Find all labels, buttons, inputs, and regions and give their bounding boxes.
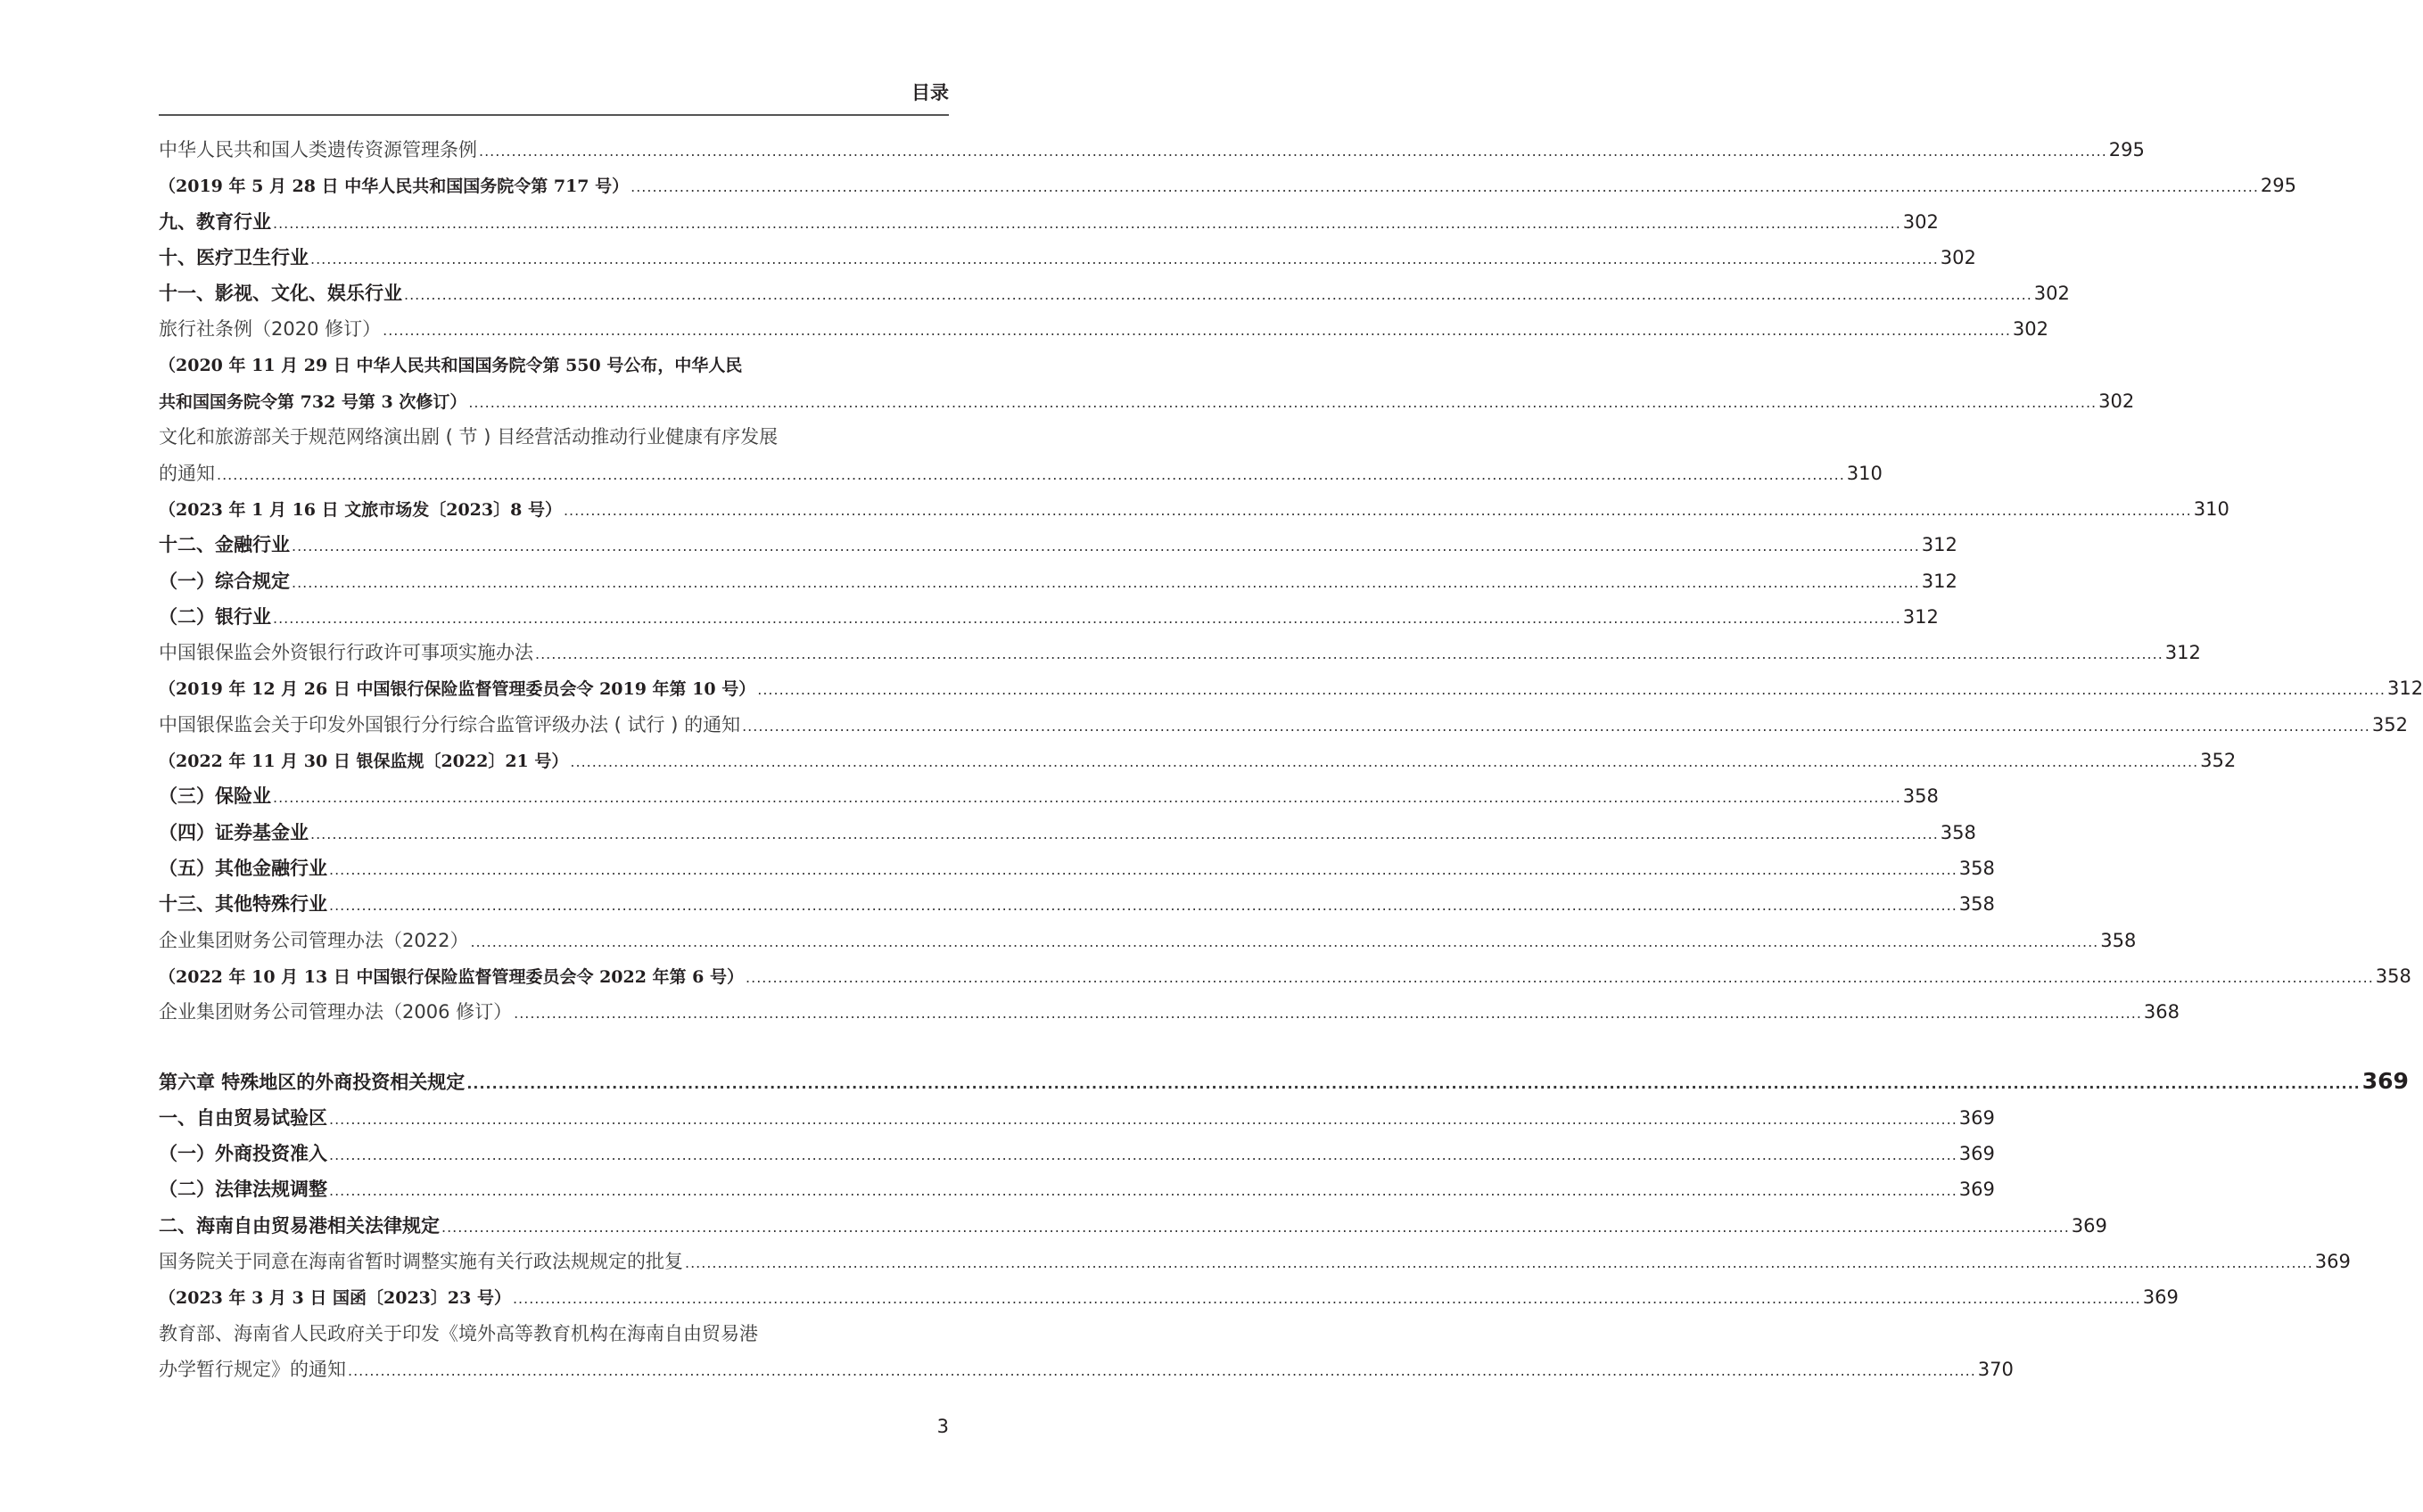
toc-entry-title: （二）银行业 [159, 605, 271, 628]
toc-entry [159, 1279, 2179, 1315]
dot-leader: ............................................................................................................................................................................................................................................................................................................ [348, 1361, 1976, 1379]
toc-entry-title: （四）证券基金业 [159, 821, 309, 843]
dot-leader: ............................................................................................................................................................................................................................................................................................................ [742, 717, 2370, 735]
toc-entry [159, 168, 2296, 203]
toc-entry-page: 312 [1902, 605, 1939, 628]
toc-entry-title: 中华人民共和国人类遗传资源管理条例 [159, 139, 477, 160]
toc-entry-page: 352 [2371, 713, 2408, 735]
dot-leader: ............................................................................................................................................................................................................................................................................................................ [310, 250, 1939, 267]
dot-leader: ............................................................................................................................................................................................................................................................................................................ [329, 1110, 1957, 1128]
dot-leader: ............................................................................................................................................................................................................................................................................................................ [466, 1075, 2361, 1093]
toc-entry-title: （一）综合规定 [159, 570, 290, 592]
toc-entry [159, 850, 1995, 886]
dot-leader: ............................................................................................................................................................................................................................................................................................................ [310, 825, 1939, 842]
dot-leader: ............................................................................................................................................................................................................................................................................................................ [329, 1182, 1957, 1200]
dot-leader: ............................................................................................................................................................................................................................................................................................................ [292, 538, 1920, 555]
toc-entry-page: 358 [1958, 893, 1995, 916]
dot-leader: ............................................................................................................................................................................................................................................................................................................ [757, 681, 2386, 699]
toc-chapter-entry [159, 1064, 2409, 1099]
toc-entry [159, 1244, 2351, 1279]
toc-entry-title: 文化和旅游部关于规范网络演出剧 ( 节 ) 目经营活动推动行业健康有序发展 [159, 426, 779, 448]
toc-entry-page: 369 [1958, 1106, 1995, 1129]
dot-leader: ............................................................................................................................................................................................................................................................................................................ [329, 897, 1957, 915]
toc-entry-title: （2023 年 1 月 16 日 文旅市场发〔2023〕8 号） [159, 499, 562, 520]
toc-entry [159, 491, 2229, 527]
toc-entry-page: 352 [2200, 750, 2237, 772]
toc-entry [159, 707, 2408, 743]
dot-leader: ............................................................................................................................................................................................................................................................................................................ [273, 609, 1901, 627]
dot-leader: ............................................................................................................................................................................................................................................................................................................ [273, 789, 1901, 807]
toc-entry [159, 348, 949, 383]
toc-entry-page: 369 [1958, 1179, 1995, 1201]
dot-leader: ............................................................................................................................................................................................................................................................................................................ [404, 286, 2032, 304]
toc-entry [159, 1171, 1995, 1207]
toc-entry [159, 1208, 2107, 1244]
toc-entry-page: 312 [2387, 678, 2423, 700]
toc-entry [159, 527, 1957, 563]
toc-entry-title: （三）保险业 [159, 785, 271, 808]
toc-entry-title: （2020 年 11 月 29 日 中华人民共和国国务院令第 550 号公布，中华人民 [159, 355, 743, 375]
toc-entry-title: 十、医疗卫生行业 [159, 246, 309, 268]
toc-entry [159, 563, 1957, 599]
toc-entry-page: 358 [1958, 857, 1995, 879]
toc-entry [159, 599, 1939, 635]
toc-entry-page: 358 [1940, 821, 1976, 843]
dot-leader: ............................................................................................................................................................................................................................................................................................................ [685, 1253, 2313, 1271]
header-rule [159, 114, 949, 116]
toc-entry-page: 302 [2012, 318, 2048, 341]
toc-entry-title: 十二、金融行业 [159, 534, 290, 556]
toc-entry-page: 310 [2193, 497, 2229, 520]
toc-entry [159, 886, 1995, 922]
dot-leader: ............................................................................................................................................................................................................................................................................................................ [441, 1218, 2070, 1236]
toc-entry [159, 311, 2048, 347]
toc-entry [159, 1136, 1995, 1171]
toc-entry-page: 369 [2361, 1068, 2409, 1095]
dot-leader: ............................................................................................................................................................................................................................................................................................................ [468, 394, 2097, 412]
toc-entry-page: 369 [2071, 1214, 2107, 1237]
dot-leader: ............................................................................................................................................................................................................................................................................................................ [329, 1146, 1957, 1164]
toc-entry [159, 1100, 1995, 1136]
dot-leader: ............................................................................................................................................................................................................................................................................................................ [383, 322, 2011, 340]
toc-entry-title: （2022 年 10 月 13 日 中国银行保险监督管理委员会令 2022 年第 6 号） [159, 966, 745, 987]
toc-entry-title: 中国银保监会关于印发外国银行分行综合监管评级办法 ( 试行 ) 的通知 [159, 713, 741, 735]
dot-leader: ............................................................................................................................................................................................................................................................................................................ [514, 1005, 2142, 1023]
toc-entry-page: 302 [1902, 210, 1939, 233]
dot-leader: ............................................................................................................................................................................................................................................................................................................ [292, 573, 1920, 591]
toc-entry-title: 的通知 [159, 462, 215, 484]
toc-entry-title: 旅行社条例（2020 修订） [159, 318, 382, 341]
toc-entry-page: 358 [2100, 929, 2137, 951]
toc-entry [159, 240, 1976, 275]
toc-entry-page: 369 [1958, 1143, 1995, 1165]
toc-entry [159, 815, 1976, 850]
toc-entry-page: 370 [1977, 1358, 2014, 1380]
toc-entry [159, 635, 2201, 670]
toc-entry-page: 368 [2143, 1001, 2180, 1023]
toc-entry-title: 教育部、海南省人民政府关于印发《境外高等教育机构在海南自由贸易港 [159, 1322, 758, 1344]
dot-leader: ............................................................................................................................................................................................................................................................................................................ [570, 753, 2199, 771]
dot-leader: ............................................................................................................................................................................................................................................................................................................ [217, 465, 1845, 483]
toc-entry-title: （一）外商投资准入 [159, 1143, 327, 1165]
toc-entry-title: （二）法律法规调整 [159, 1179, 327, 1201]
toc-entry-title: （2023 年 3 月 3 日 国函〔2023〕23 号） [159, 1288, 511, 1309]
toc-entry [159, 132, 2145, 168]
toc-entry-title: 十三、其他特殊行业 [159, 893, 327, 916]
toc-entry-title: （2019 年 12 月 26 日 中国银行保险监督管理委员会令 2019 年第 10 号） [159, 679, 756, 700]
toc-entry [159, 778, 1939, 814]
dot-leader: ............................................................................................................................................................................................................................................................................................................ [329, 860, 1957, 878]
toc-entry-title: 企业集团财务公司管理办法（2022） [159, 929, 469, 951]
dot-leader: ............................................................................................................................................................................................................................................................................................................ [470, 933, 2099, 950]
toc-entry-page: 369 [2314, 1250, 2351, 1272]
toc-entry [159, 1316, 949, 1352]
toc-entry [159, 456, 1883, 491]
toc-entry [159, 383, 2135, 419]
toc-entry-title: 办学暂行规定》的通知 [159, 1358, 346, 1380]
toc-entry-title: 二、海南自由贸易港相关法律规定 [159, 1214, 440, 1237]
toc-entry [159, 419, 949, 455]
toc-entry-title: 企业集团财务公司管理办法（2006 修订） [159, 1001, 513, 1023]
dot-leader: ............................................................................................................................................................................................................................................................................................................ [479, 143, 2107, 160]
toc-entry-title: （五）其他金融行业 [159, 857, 327, 879]
toc-entry [159, 958, 2411, 994]
toc-entry [159, 923, 2137, 958]
toc-entry-page: 302 [1940, 246, 1976, 268]
dot-leader: ............................................................................................................................................................................................................................................................................................................ [563, 501, 2192, 519]
toc-entry-title: （2019 年 5 月 28 日 中华人民共和国国务院令第 717 号） [159, 177, 630, 197]
toc-entry-page: 312 [2164, 642, 2201, 664]
toc-entry-title: 中国银保监会外资银行行政许可事项实施办法 [159, 642, 533, 664]
dot-leader: ............................................................................................................................................................................................................................................................................................................ [630, 178, 2259, 196]
toc-entry-title: （2022 年 11 月 30 日 银保监规〔2022〕21 号） [159, 752, 569, 772]
toc-entry-title: 第六章 特殊地区的外商投资相关规定 [159, 1072, 466, 1094]
toc-entry-page: 302 [2033, 283, 2070, 305]
toc-entry [159, 204, 1939, 240]
dot-leader: ............................................................................................................................................................................................................................................................................................................ [512, 1290, 2141, 1308]
toc-entry [159, 994, 2180, 1030]
toc-entry-page: 358 [2375, 965, 2411, 987]
toc-entry-page: 369 [2142, 1286, 2179, 1309]
table-of-contents [159, 132, 2423, 1387]
toc-entry-page: 295 [2260, 175, 2296, 197]
toc-entry-page: 310 [1846, 462, 1883, 484]
toc-entry-page: 312 [1921, 534, 1957, 556]
toc-entry-page: 302 [2098, 390, 2135, 413]
page-number: 3 [936, 1416, 949, 1437]
toc-entry-title: 一、自由贸易试验区 [159, 1106, 327, 1129]
toc-entry [159, 1352, 2014, 1387]
toc-entry-page: 295 [2108, 139, 2145, 160]
dot-leader: ............................................................................................................................................................................................................................................................................................................ [535, 645, 2163, 663]
toc-entry [159, 670, 2423, 706]
dot-leader: ............................................................................................................................................................................................................................................................................................................ [273, 214, 1901, 232]
toc-entry-title: 十一、影视、文化、娱乐行业 [159, 283, 402, 305]
toc-entry-page: 312 [1921, 570, 1957, 592]
toc-entry-title: 九、教育行业 [159, 210, 271, 233]
toc-entry-title: 共和国国务院令第 732 号第 3 次修订） [159, 392, 467, 413]
toc-entry [159, 743, 2237, 778]
toc-entry-title: 国务院关于同意在海南省暂时调整实施有关行政法规规定的批复 [159, 1250, 683, 1272]
dot-leader: ............................................................................................................................................................................................................................................................................................................ [746, 968, 2374, 986]
toc-entry [159, 275, 2070, 311]
toc-entry-page: 358 [1902, 785, 1939, 808]
running-header: 目录 [911, 82, 949, 103]
